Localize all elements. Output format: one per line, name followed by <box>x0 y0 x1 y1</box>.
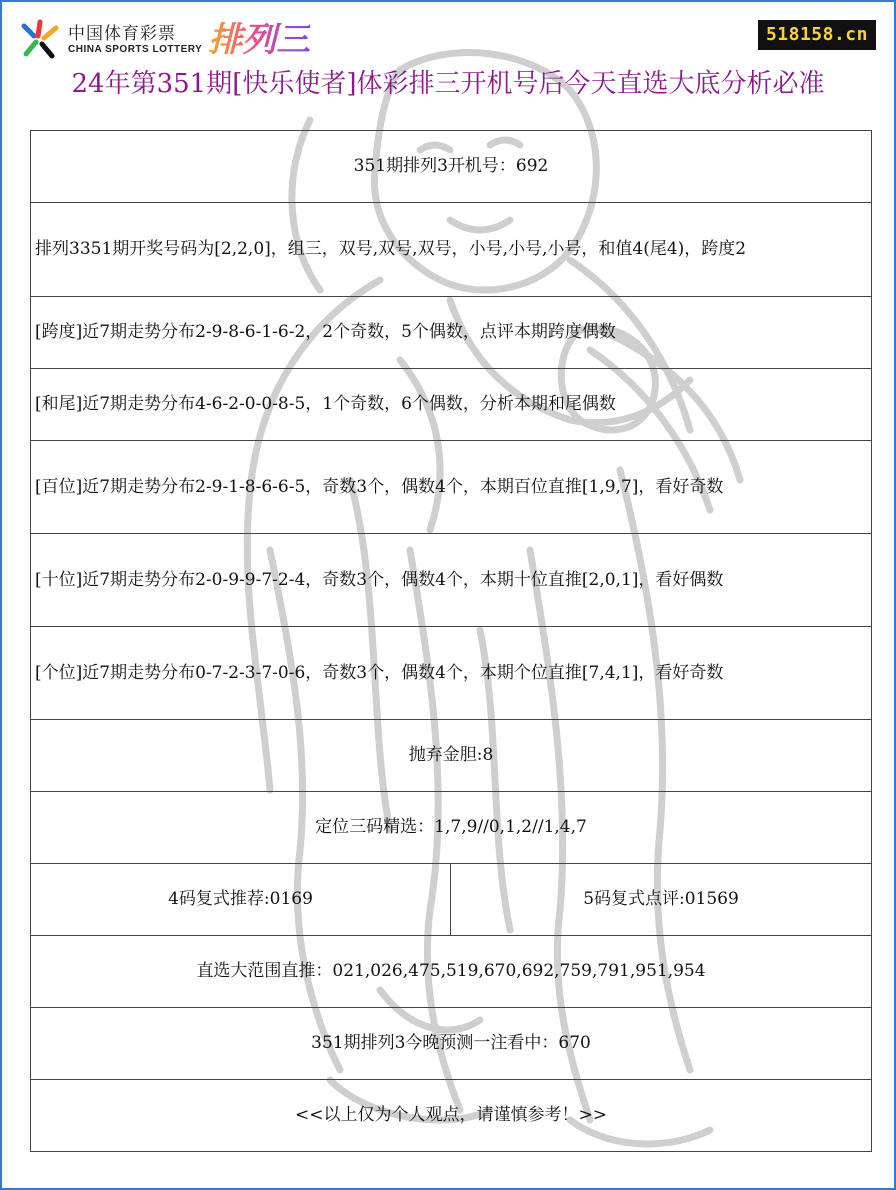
four-code-combo-cell: 4码复式推荐:0169 <box>31 864 451 936</box>
table-row <box>31 1080 872 1152</box>
table-row <box>31 369 872 441</box>
hundreds-trend-cell: [百位]近7期走势分布2-9-1-8-6-6-5，奇数3个，偶数4个，本期百位直推[1,9,7]，看好奇数 <box>31 441 872 534</box>
lottery-logo <box>18 18 338 62</box>
page-header <box>0 0 896 130</box>
previous-draw-summary-cell: 排列3351期开奖号码为[2,2,0]，组三，双号,双号,双号，小号,小号,小号，和值4(尾4)，跨度2 <box>31 203 872 297</box>
draw-number-cell: 351期排列3开机号：692 <box>31 131 872 203</box>
table-row <box>31 203 872 297</box>
site-badge[interactable]: 518158.cn <box>758 20 876 50</box>
table-row <box>31 297 872 369</box>
five-code-combo-cell: 5码复式点评:01569 <box>451 864 872 936</box>
span-trend-cell: [跨度]近7期走势分布2-9-8-6-1-6-2，2个奇数，5个偶数，点评本期跨度偶数 <box>31 297 872 369</box>
logo-english-name: CHINA SPORTS LOTTERY <box>68 44 203 55</box>
analysis-table <box>30 130 872 1152</box>
table-row <box>31 534 872 627</box>
tens-trend-cell: [十位]近7期走势分布2-0-9-9-7-2-4，奇数3个，偶数4个，本期十位直推[2,0,1]，看好偶数 <box>31 534 872 627</box>
logo-chinese-name: 中国体育彩票 <box>68 24 176 44</box>
table-row <box>31 131 872 203</box>
single-bet-prediction-cell: 351期排列3今晚预测一注看中：670 <box>31 1008 872 1080</box>
direct-range-cell: 直选大范围直推：021,026,475,519,670,692,759,791,951,954 <box>31 936 872 1008</box>
discard-number-cell: 抛弃金胆:8 <box>31 720 872 792</box>
table-row <box>31 720 872 792</box>
table-row <box>31 441 872 534</box>
lottery-logo-icon <box>18 18 62 62</box>
logo-brand-name: 排列三 <box>208 20 311 60</box>
sum-tail-trend-cell: [和尾]近7期走势分布4-6-2-0-0-8-5，1个奇数，6个偶数，分析本期和尾偶数 <box>31 369 872 441</box>
table-row <box>31 864 872 936</box>
page-title: 24年第351期[快乐使者]体彩排三开机号后今天直选大底分析必准 <box>71 69 825 99</box>
table-row <box>31 627 872 720</box>
position-picks-cell: 定位三码精选：1,7,9//0,1,2//1,4,7 <box>31 792 872 864</box>
table-row <box>31 936 872 1008</box>
units-trend-cell: [个位]近7期走势分布0-7-2-3-7-0-6，奇数3个，偶数4个，本期个位直推[7,4,1]，看好奇数 <box>31 627 872 720</box>
table-row <box>31 1008 872 1080</box>
disclaimer-cell: <<以上仅为个人观点，请谨慎参考！>> <box>31 1080 872 1152</box>
table-row <box>31 792 872 864</box>
